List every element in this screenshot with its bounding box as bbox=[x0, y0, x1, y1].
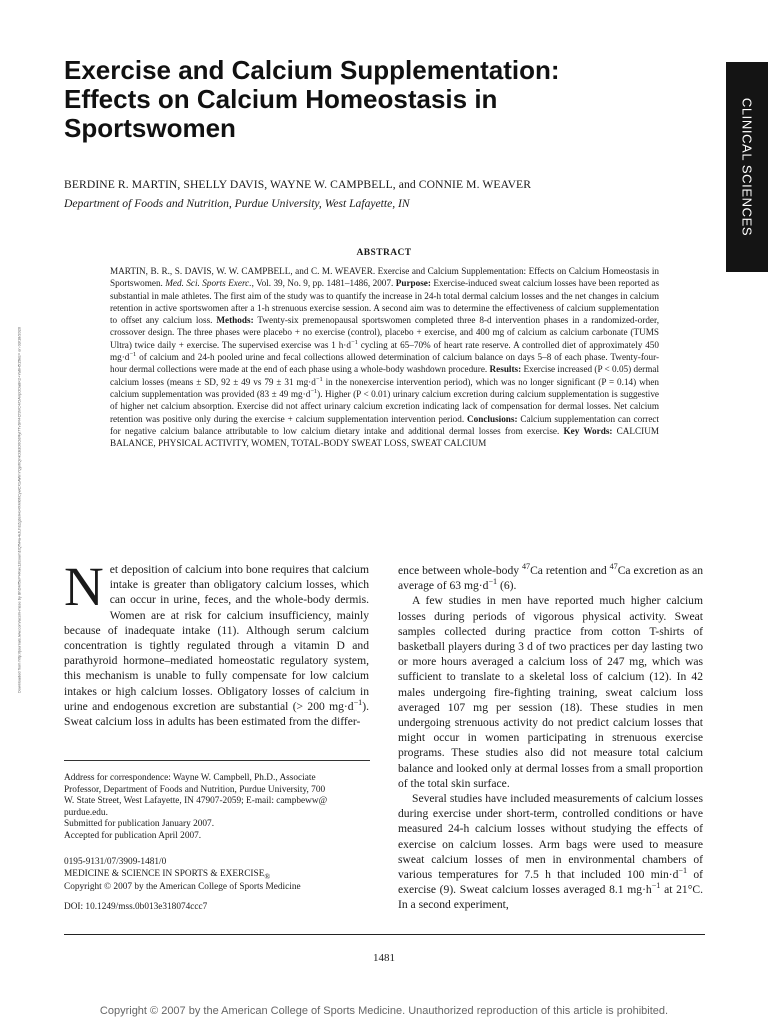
purpose-label: Purpose: bbox=[395, 278, 431, 289]
body-text: (6). bbox=[500, 579, 517, 593]
methods-text: cycling at 65–70% of heart rate reserve. A controlled diet of approximately 450 mg·d bbox=[110, 339, 659, 363]
methods-label: Methods: bbox=[216, 315, 254, 326]
paragraph bbox=[398, 563, 703, 593]
methods-text: of calcium and 24-h pooled urine and fecal collections allowed determination of calcium balance on days 5–8 of each phase. Twenty-four-hour dermal collections were made at the end of each phase using a whole-body washdown procedure. bbox=[110, 352, 660, 375]
results-text: Exercise increased (P < 0.05) dermal calcium losses (means ± SD, 92 ± 49 vs 79 ± 31 mg·d bbox=[110, 364, 660, 387]
paragraph bbox=[398, 791, 703, 913]
title-line: Effects on Calcium Homeostasis in bbox=[64, 84, 498, 114]
footnote-line: Accepted for publication April 2007. bbox=[64, 830, 202, 841]
footnote-line: Professor, Department of Foods and Nutrition, Purdue University, 700 bbox=[64, 784, 326, 795]
body-text: et deposition of calcium into bone requires that calcium intake is greater than obligatory calcium losses, which can occur in urine, feces, and the whole-body dermis. Women are at risk for calcium insufficiency, mainly because of inadequate intake (11). Although serum calcium concentration is tightly regulated through a vitamin D and parathyroid hormone–mediated homeostatic regulatory system, this mechanism is unable to fully compensate for low calcium intakes or high calcium losses. Obligatory losses of calcium in urine and endogenous excretion are substantial (> 200 mg·d bbox=[64, 563, 369, 713]
title-line: Exercise and Calcium Supplementation: bbox=[64, 55, 560, 85]
keywords-text: CALCIUM BALANCE, PHYSICAL ACTIVITY, WOMEN, TOTAL-BODY SWEAT LOSS, SWEAT CALCIUM bbox=[110, 425, 660, 449]
body-text: ). Sweat calcium loss in adults has been estimated from the differ- bbox=[64, 699, 369, 729]
footnote-line: Submitted for publication January 2007. bbox=[64, 819, 215, 830]
section-tab-label: CLINICAL SCIENCES bbox=[739, 97, 755, 237]
results-label: Results: bbox=[489, 364, 522, 375]
section-tab bbox=[726, 62, 768, 272]
superscript: −1 bbox=[350, 338, 358, 346]
journal-abbrev: Med. Sci. Sports Exerc. bbox=[165, 278, 252, 289]
conclusions-label: Conclusions: bbox=[466, 413, 518, 424]
superscript: −1 bbox=[651, 881, 661, 891]
affiliation: Department of Foods and Nutrition, Purdue University, West Lafayette, IN bbox=[64, 197, 410, 210]
journal-name-text: MEDICINE & SCIENCE IN SPORTS & EXERCISE bbox=[64, 868, 265, 879]
body-text: ence between whole-body bbox=[398, 564, 520, 577]
download-watermark-text: Downloaded from http://journals.lww.com/acsm-msse by BhDMf5ePHKav1zEoum1tQfN4a+kJLhEZgbsIHo4XMi0hCywCX1AWnYQp/IlQrHD3i3D0OdRyi7TvSFl4Cf3VC4/OAVpDDa8K2+Ya6H515kE= on 03/18/2020 bbox=[16, 326, 22, 694]
body-column-left bbox=[64, 556, 369, 729]
paragraph: A few studies in men have reported much higher calcium losses during periods of vigorous physical activity. Sweat samples collected during practice from cotton T-shirts of basketball players during 3 d of two practices per day lasting two or more hours averaged a calcium loss of 247 mg, which was sufficient to translate to a skeletal loss of calcium (12). In 42 males undergoing fire-fighting training, sweat calcium loss averaged 107 mg per session (18). These studies in men undergoing strenuous activity do not predict calcium losses that might occur in women participating in strenuous exercise programs. These studies also did not measure total calcium balance and looked only at dermal losses from a small proportion of the total skin surface. bbox=[398, 594, 703, 790]
abstract-citation: MARTIN, B. R., S. DAVIS, W. W. CAMPBELL, and C. M. WEAVER. Exercise and Calcium Supplementation: Effects on Calcium Homeostasis in Sportswomen. bbox=[110, 266, 659, 289]
copyright-footer: Copyright © 2007 by the American College of Sports Medicine. Unauthorized reproduction of this article is prohibited. bbox=[99, 1005, 669, 1017]
conclusions-text: Calcium supplementation can correct for negative calcium balance attributable to low calcium dietary intake and additional dermal losses from exercise. bbox=[110, 413, 660, 436]
results-text: ). Higher (P < 0.01) urinary calcium excretion during calcium supplementation is suggestive of higher net calcium absorption. Exercise did not affect urinary calcium excretion indicating lack of compensation for dermal losses. Net calcium retention was positive only during the exercise + calcium supplementation intervention period. bbox=[110, 388, 660, 424]
footnote-line: Address for correspondence: Wayne W. Campbell, Ph.D., Associate bbox=[64, 773, 316, 783]
body-text: Ca excretion as an average of 63 mg·d bbox=[398, 564, 704, 593]
download-watermark bbox=[14, 270, 24, 750]
superscript: −1 bbox=[678, 866, 688, 876]
author-list: BERDINE R. MARTIN, SHELLY DAVIS, WAYNE W. CAMPBELL, and CONNIE M. WEAVER bbox=[64, 178, 532, 191]
footnote-line: purdue.edu. bbox=[64, 807, 108, 818]
abstract-heading: ABSTRACT bbox=[356, 248, 412, 258]
methods-text: Twenty-six premenopausal sportswomen completed three 8-d intervention phases in a randomized-order, crossover design. The three phases were placebo + no exercise (control), placebo + exercise, and 400 mg of calcium as calcium carbonate (TUMS Ultra) twice daily + exercise. The supervised exercise was 1 h·d bbox=[110, 315, 659, 350]
body-text: Several studies have included measurements of calcium losses during exercise under short-term, controlled conditions or have measured 24-h calcium losses without studying the effects of exercise on calcium losses. Arm bags were used to measure sweat calcium losses of men in environmental chambers of various temperatures for 7.5 h that included 100 min·d bbox=[398, 792, 703, 882]
abstract-volume: , Vol. 39, No. 9, pp. 1481–1486, 2007. bbox=[251, 278, 394, 289]
results-text: in the nonexercise intervention period), which was no longer significant (P = 0.14) when calcium supplementation was provided (83 ± 49 mg·d bbox=[110, 376, 660, 399]
footnote-line: W. State Street, West Lafayette, IN 47907-2059; E-mail: campbeww@ bbox=[64, 796, 328, 807]
footnote-divider bbox=[64, 760, 370, 761]
title-line: Sportswomen bbox=[64, 113, 236, 143]
superscript: −1 bbox=[315, 375, 323, 383]
publication-info bbox=[64, 857, 370, 894]
copyright-line: Copyright © 2007 by the American College of Sports Medicine bbox=[64, 882, 301, 893]
doi: DOI: 10.1249/mss.0b013e318074ccc7 bbox=[64, 902, 208, 912]
correspondence-footnote bbox=[64, 773, 370, 843]
superscript: −1 bbox=[353, 697, 363, 707]
body-column-right bbox=[398, 563, 703, 913]
superscript: −1 bbox=[310, 387, 318, 395]
superscript: 47 bbox=[609, 562, 618, 572]
body-text: of exercise (9). Sweat calcium losses averaged 8.1 mg·h bbox=[398, 868, 703, 897]
registered-mark: ® bbox=[264, 871, 271, 881]
keywords-label: Key Words: bbox=[563, 425, 613, 436]
body-text: Ca retention and bbox=[530, 564, 607, 577]
purpose-text: Exercise-induced sweat calcium losses have been reported as substantial in male athletes. The first aim of the study was to quantify the increase in 24-h total dermal calcium losses and the net changes in calcium retention in active sportswomen after a 1-h strenuous exercise session. A second aim was to determine the effectiveness of calcium supplementation to offset any calcium loss. bbox=[110, 278, 660, 326]
page-divider bbox=[64, 934, 705, 935]
drop-cap: N bbox=[64, 556, 104, 617]
body-text: at 21°C. In a second experiment, bbox=[398, 883, 703, 912]
issn: 0195-9131/07/3909-1481/0 bbox=[64, 857, 167, 867]
abstract-text bbox=[110, 265, 659, 449]
superscript: 47 bbox=[521, 562, 531, 572]
superscript: −1 bbox=[129, 351, 137, 359]
article-title bbox=[64, 56, 624, 143]
page-number: 1481 bbox=[373, 952, 395, 964]
journal-name bbox=[64, 869, 370, 882]
superscript: −1 bbox=[488, 577, 498, 587]
